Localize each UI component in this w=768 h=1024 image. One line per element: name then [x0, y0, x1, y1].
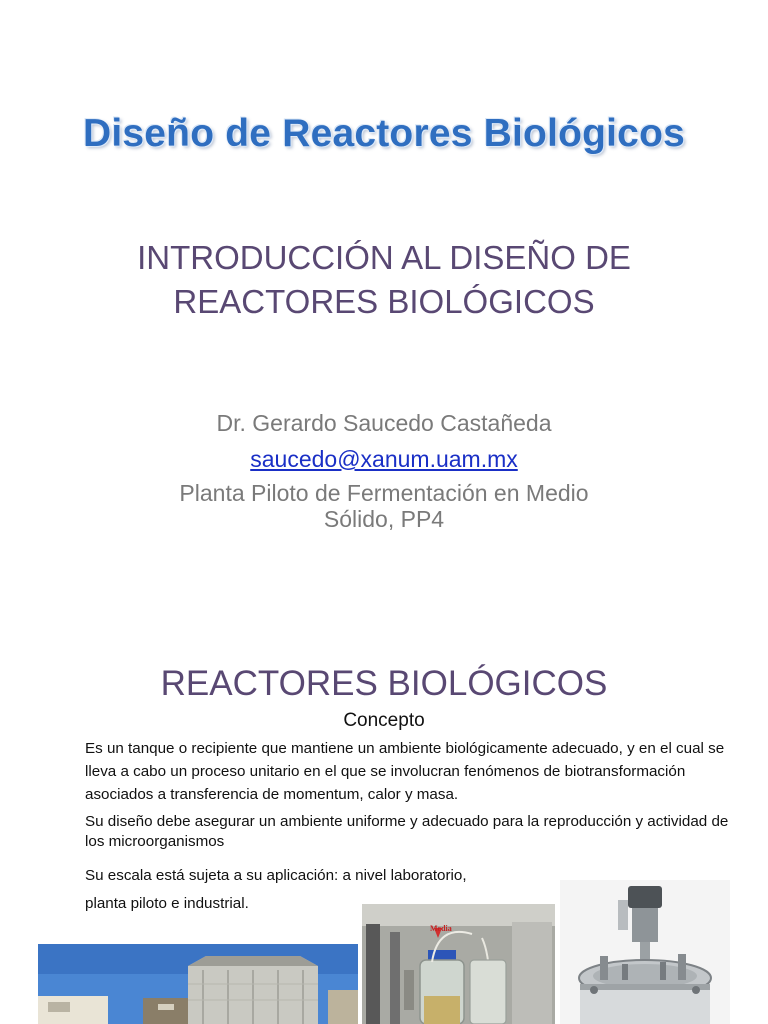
bench-reactor-photo — [560, 880, 730, 1024]
design-paragraph: Su diseño debe asegurar un ambiente uniforme y adecuado para la reproducción y actividad de los microorganismos — [85, 813, 729, 850]
scale-paragraph: Su escala está sujeta a su aplicación: a nivel laboratorio, — [85, 867, 467, 884]
author-affiliation: Planta Piloto de Fermentación en Medio Sólido, PP4 — [179, 480, 589, 532]
industrial-reactor-photo — [38, 944, 358, 1024]
scale-paragraph-continued: planta piloto e industrial. — [85, 895, 249, 912]
slide-bioreactors — [0, 580, 768, 1024]
steel-reactor-illustration — [560, 880, 730, 1024]
concept-heading: Concepto — [343, 710, 425, 731]
author-email-link[interactable]: saucedo@xanum.uam.mx — [250, 446, 518, 472]
laboratory-bioreactor-photo — [362, 904, 555, 1024]
definition-paragraph: Es un tanque o recipiente que mantiene un ambiente biológicamente adecuado, y en el cual se lleva a cabo un proceso unitario en el que se involucran fenómenos de biotransformación asociados a transferencia de momentum, calor y masa. — [85, 740, 725, 803]
media-label: Media — [430, 924, 452, 933]
industrial-tank-illustration — [38, 944, 358, 1024]
author-name: Dr. Gerardo Saucedo Castañeda — [216, 410, 552, 436]
lab-reactor-illustration — [362, 904, 555, 1024]
section-title: REACTORES BIOLÓGICOS — [160, 664, 608, 703]
presentation-subtitle: INTRODUCCIÓN AL DISEÑO DE REACTORES BIOLÓGICOS — [137, 239, 631, 320]
presentation-title: Diseño de Reactores Biológicos — [83, 112, 685, 155]
